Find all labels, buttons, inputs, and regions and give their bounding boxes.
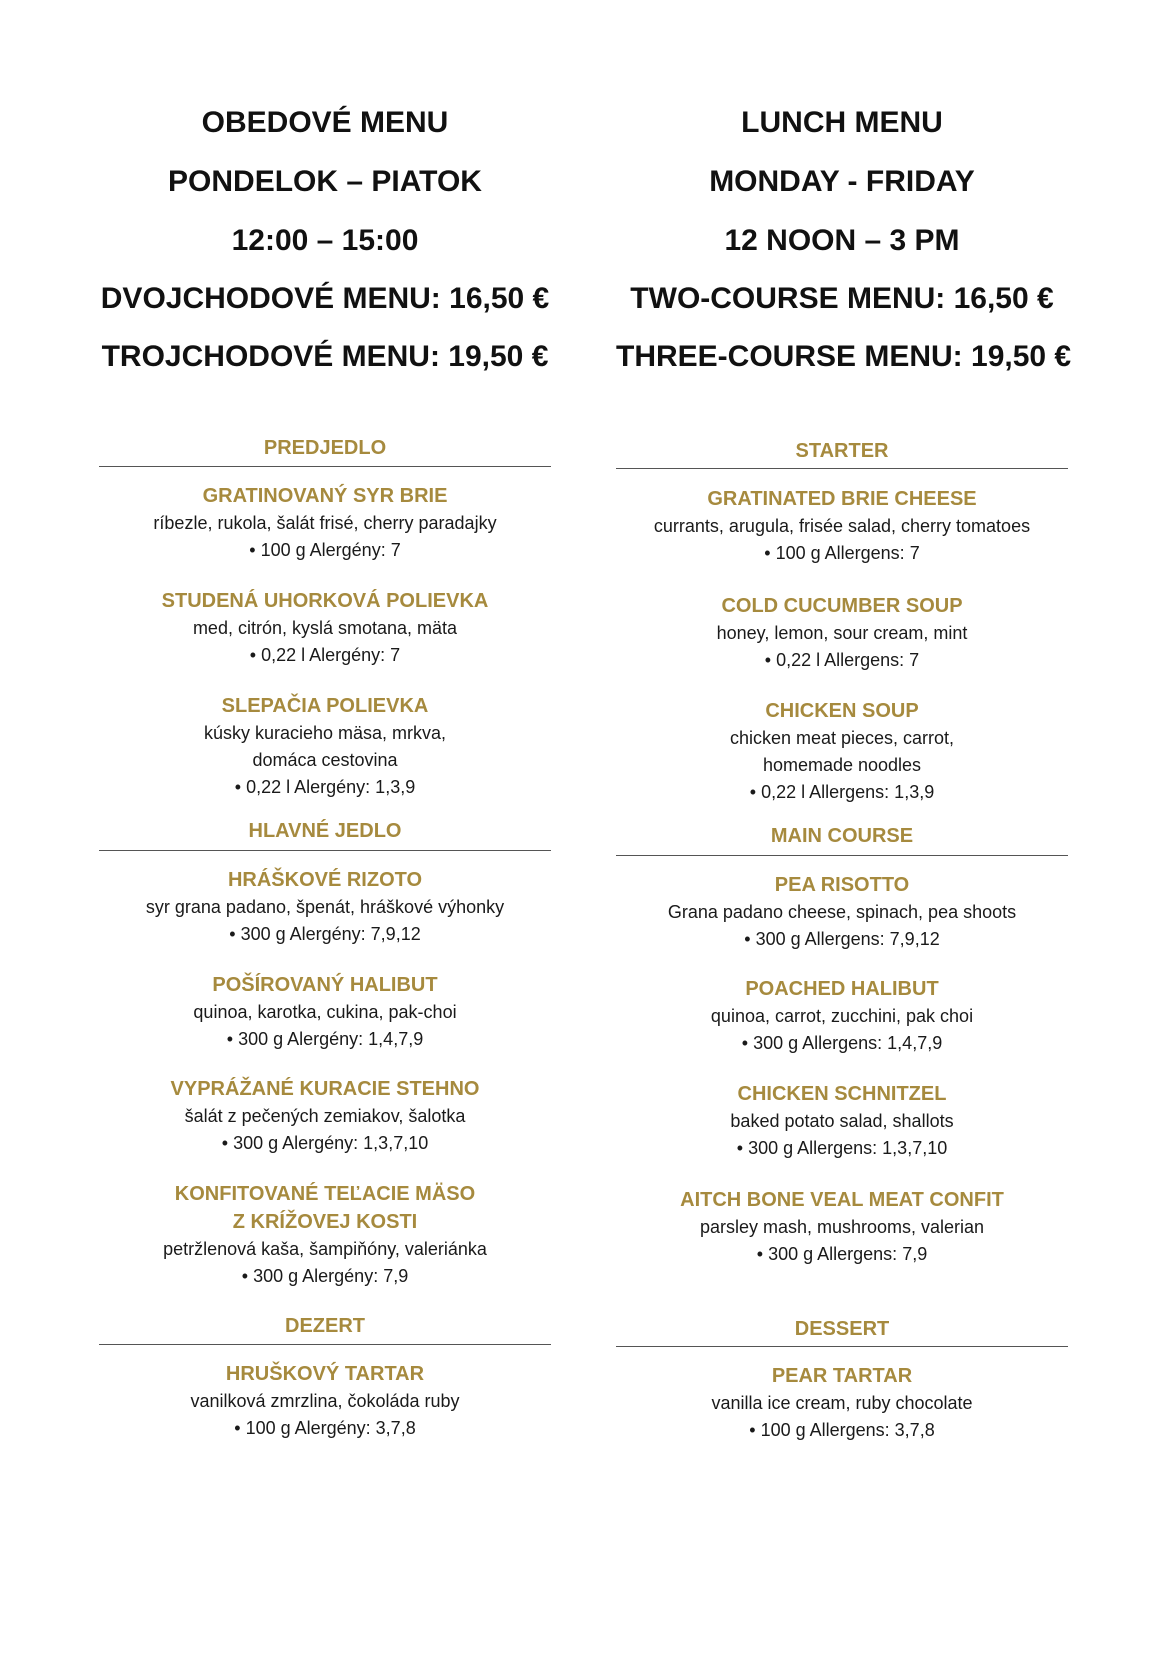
dish-info: • 100 g Allergens: 3,7,8 <box>749 1420 935 1440</box>
section-title-dessert: DESSERT <box>794 1318 890 1340</box>
dish-info: • 300 g Allergens: 7,9,12 <box>744 929 940 949</box>
dish-info: • 0,22 l Allergens: 7 <box>764 650 920 670</box>
bullet-icon: • <box>749 782 757 802</box>
menu-days: MONDAY - FRIDAY <box>709 165 975 198</box>
dish-info: • 100 g Allergens: 7 <box>764 543 920 563</box>
menu-item <box>99 1075 551 1157</box>
menu-item <box>616 1080 1068 1162</box>
dish-description: honey, lemon, sour cream, mint <box>716 623 968 643</box>
dish-description-line2: homemade noodles <box>762 755 922 775</box>
menu-item <box>99 1180 551 1290</box>
dish-info: • 0,22 l Alergény: 7 <box>249 645 401 665</box>
menu-item <box>616 1186 1068 1268</box>
menu-title: LUNCH MENU <box>741 106 943 139</box>
menu-item <box>616 697 1068 806</box>
two-course-price: DVOJCHODOVÉ MENU: 16,50 € <box>100 282 550 315</box>
dish-name: COLD CUCUMBER SOUP <box>721 595 963 617</box>
menu-item <box>616 592 1068 674</box>
dish-name: GRATINATED BRIE CHEESE <box>707 488 977 510</box>
bullet-icon: • <box>241 1266 249 1286</box>
section-title-main: HLAVNÉ JEDLO <box>248 820 402 842</box>
dish-description: baked potato salad, shallots <box>730 1111 954 1131</box>
dish-name: SLEPAČIA POLIEVKA <box>221 695 429 717</box>
dish-description: parsley mash, mushrooms, valerian <box>699 1217 985 1237</box>
menu-hours: 12 NOON – 3 PM <box>724 224 960 257</box>
dish-description: syr grana padano, špenát, hráškové výhonky <box>145 897 505 917</box>
dish-info: • 300 g Alergény: 1,3,7,10 <box>221 1133 429 1153</box>
menu-item <box>616 871 1068 953</box>
three-course-price: THREE-COURSE MENU: 19,50 € <box>616 340 1072 373</box>
section-divider <box>99 466 551 467</box>
dish-description: chicken meat pieces, carrot, <box>729 728 955 748</box>
menu-days: PONDELOK – PIATOK <box>168 165 482 198</box>
dish-name: POACHED HALIBUT <box>745 978 939 1000</box>
dish-description: šalát z pečených zemiakov, šalotka <box>184 1106 466 1126</box>
dish-name: CHICKEN SCHNITZEL <box>737 1083 947 1105</box>
dish-description: Grana padano cheese, spinach, pea shoots <box>667 902 1017 922</box>
section-title-dessert: DEZERT <box>285 1315 365 1337</box>
dish-info: • 300 g Alergény: 1,4,7,9 <box>226 1029 424 1049</box>
dish-name: KONFITOVANÉ TEĽACIE MÄSO <box>174 1183 476 1205</box>
bullet-icon: • <box>764 543 771 563</box>
dish-info: • 300 g Allergens: 1,4,7,9 <box>741 1033 943 1053</box>
bullet-icon: • <box>229 924 236 944</box>
dish-description: med, citrón, kyslá smotana, mäta <box>192 618 458 638</box>
menu-item <box>99 1360 551 1442</box>
bullet-icon: • <box>749 1420 756 1440</box>
dish-info: • 300 g Alergény: 7,9 <box>241 1266 409 1286</box>
bullet-icon: • <box>249 645 257 665</box>
bullet-icon: • <box>764 650 772 670</box>
dish-name: GRATINOVANÝ SYR BRIE <box>202 485 448 507</box>
bullet-icon: • <box>756 1244 764 1264</box>
dish-info: • 0,22 l Alergény: 1,3,9 <box>234 777 416 797</box>
menu-hours: 12:00 – 15:00 <box>231 224 419 257</box>
bullet-icon: • <box>741 1033 749 1053</box>
dish-name: CHICKEN SOUP <box>765 700 919 722</box>
section-title-starter: STARTER <box>795 440 889 462</box>
menu-column-english <box>616 0 1072 1677</box>
dish-description: vanilla ice cream, ruby chocolate <box>711 1393 973 1413</box>
section-divider <box>616 1346 1068 1347</box>
dish-name: VYPRÁŽANÉ KURACIE STEHNO <box>170 1078 480 1100</box>
menu-item <box>99 866 551 948</box>
dish-description: quinoa, carrot, zucchini, pak choi <box>710 1006 974 1026</box>
bullet-icon: • <box>744 929 751 949</box>
dish-description: petržlenová kaša, šampiňóny, valeriánka <box>163 1239 487 1259</box>
section-title-starter: PREDJEDLO <box>263 437 387 459</box>
bullet-icon: • <box>234 1418 241 1438</box>
menu-title: OBEDOVÉ MENU <box>201 106 449 139</box>
dish-description: kúsky kuracieho mäsa, mrkva, <box>203 723 447 743</box>
dish-description: vanilková zmrzlina, čokoláda ruby <box>190 1391 460 1411</box>
section-divider <box>99 1344 551 1345</box>
dish-description: currants, arugula, frisée salad, cherry tomatoes <box>653 516 1031 536</box>
dish-info: • 100 g Alergény: 3,7,8 <box>234 1418 416 1438</box>
menu-item <box>99 482 551 564</box>
dish-name: PEAR TARTAR <box>771 1365 913 1387</box>
dish-name-line2: Z KRÍŽOVEJ KOSTI <box>232 1211 418 1233</box>
dish-info: • 0,22 l Allergens: 1,3,9 <box>749 782 935 802</box>
menu-item <box>616 485 1068 567</box>
two-course-price: TWO-COURSE MENU: 16,50 € <box>630 282 1054 315</box>
dish-info: • 100 g Alergény: 7 <box>249 540 401 560</box>
bullet-icon: • <box>249 540 256 560</box>
dish-name: STUDENÁ UHORKOVÁ POLIEVKA <box>161 590 489 612</box>
section-divider <box>616 855 1068 856</box>
dish-name: HRUŠKOVÝ TARTAR <box>225 1363 425 1385</box>
dish-info: • 300 g Allergens: 1,3,7,10 <box>736 1138 948 1158</box>
bullet-icon: • <box>234 777 242 797</box>
three-course-price: TROJCHODOVÉ MENU: 19,50 € <box>101 340 549 373</box>
dish-name: PEA RISOTTO <box>774 874 910 896</box>
menu-item <box>99 692 551 801</box>
menu-item <box>99 971 551 1053</box>
menu-item <box>616 975 1068 1057</box>
dish-info: • 300 g Alergény: 7,9,12 <box>229 924 421 944</box>
dish-info: • 300 g Allergens: 7,9 <box>756 1244 928 1264</box>
bullet-icon: • <box>736 1138 744 1158</box>
menu-item <box>616 1362 1068 1444</box>
dish-name: HRÁŠKOVÉ RIZOTO <box>227 869 423 891</box>
dish-description-line2: domáca cestovina <box>252 750 398 770</box>
section-title-main: MAIN COURSE <box>770 825 914 847</box>
bullet-icon: • <box>221 1133 229 1153</box>
dish-name: POŠÍROVANÝ HALIBUT <box>212 974 438 996</box>
bullet-icon: • <box>226 1029 234 1049</box>
menu-item <box>99 587 551 669</box>
section-divider <box>99 850 551 851</box>
menu-column-slovak <box>99 0 551 1677</box>
dish-description: ríbezle, rukola, šalát frisé, cherry paradajky <box>153 513 497 533</box>
dish-description: quinoa, karotka, cukina, pak-choi <box>193 1002 457 1022</box>
dish-name: AITCH BONE VEAL MEAT CONFIT <box>680 1189 1004 1211</box>
section-divider <box>616 468 1068 469</box>
